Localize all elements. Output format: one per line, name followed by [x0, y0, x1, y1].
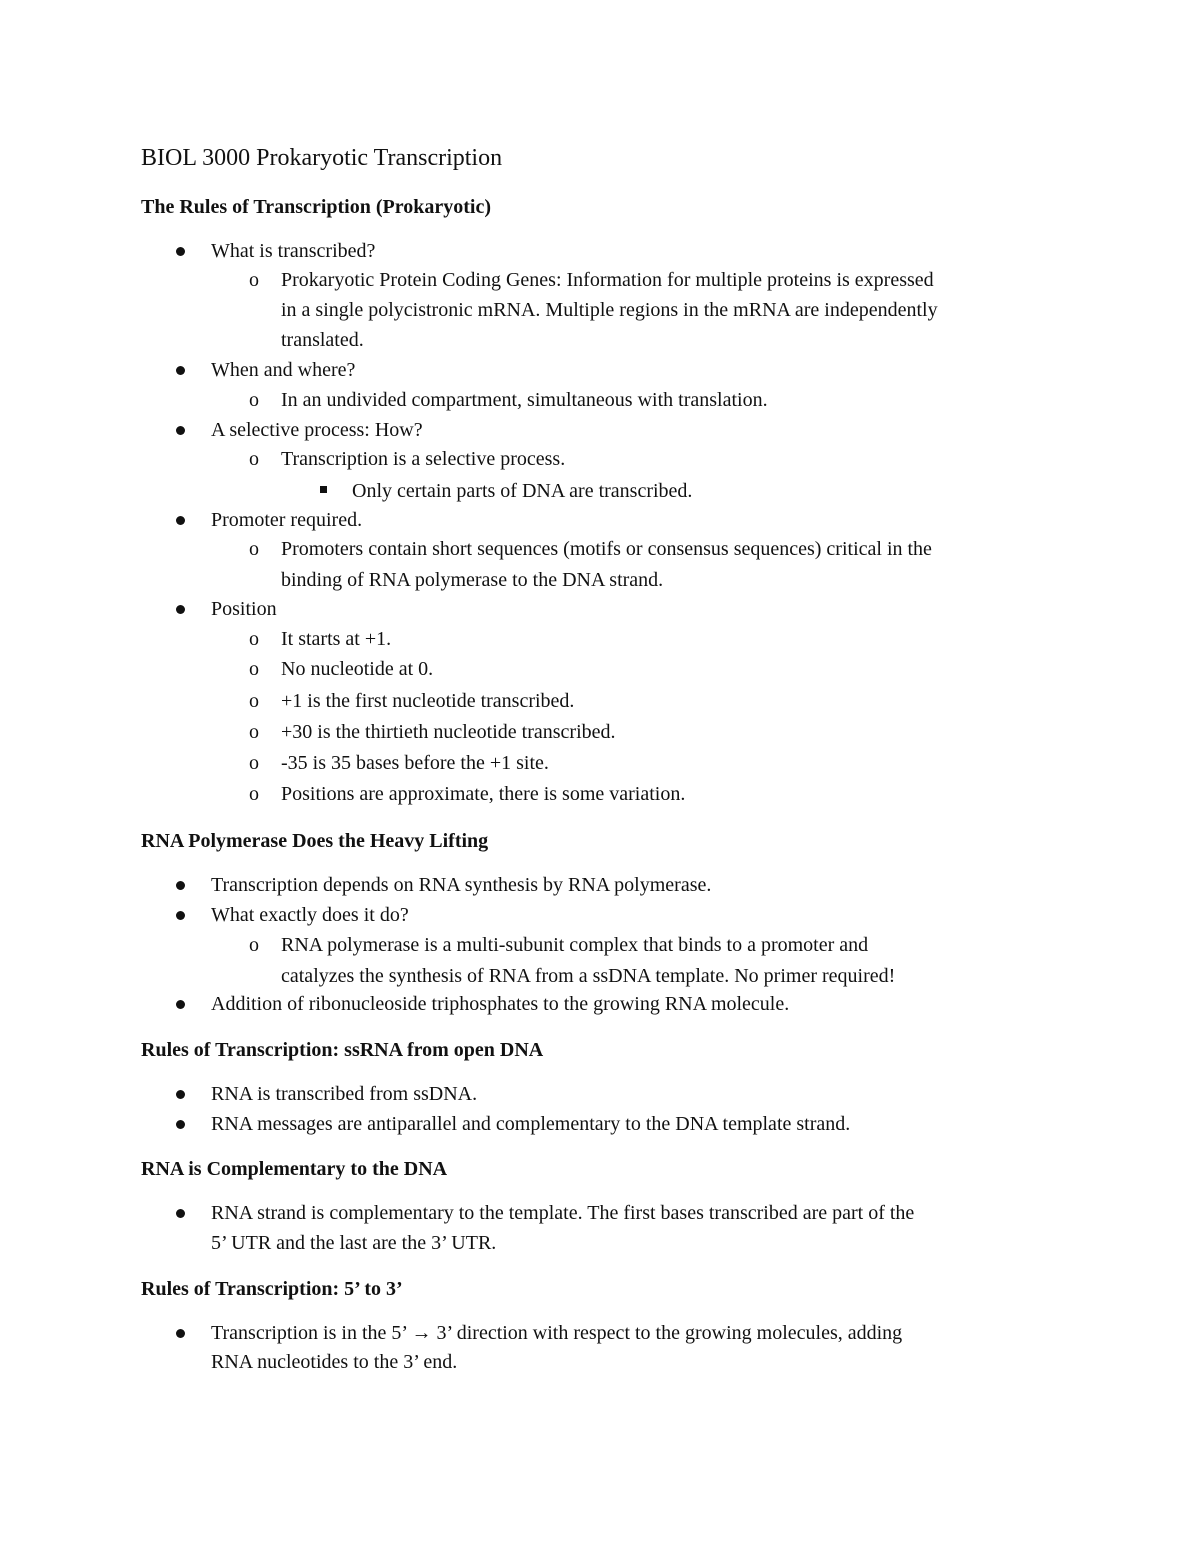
list-item: Position	[211, 598, 277, 620]
list-item-continuation: translated.	[281, 329, 364, 351]
list-item: Only certain parts of DNA are transcribed.	[352, 480, 693, 502]
list-item-text: 3’ direction with respect to the growing molecules, adding	[436, 1322, 903, 1344]
sub-bullet-icon: o	[249, 752, 259, 774]
section-heading-rules-of-transcription: The Rules of Transcription (Prokaryotic)	[141, 196, 491, 218]
bullet-icon	[176, 1209, 185, 1218]
section-heading-ssrna-from-open-dna: Rules of Transcription: ssRNA from open DNA	[141, 1039, 544, 1061]
sub-bullet-icon: o	[249, 628, 259, 650]
list-item-continuation: RNA nucleotides to the 3’ end.	[211, 1351, 458, 1373]
bullet-icon	[176, 1120, 185, 1129]
bullet-icon	[176, 605, 185, 614]
bullet-icon	[176, 1000, 185, 1009]
bullet-icon	[176, 247, 185, 256]
list-item: Prokaryotic Protein Coding Genes: Information for multiple proteins is expressed	[281, 269, 934, 291]
section-heading-rna-complementary: RNA is Complementary to the DNA	[141, 1158, 448, 1180]
list-item: It starts at +1.	[281, 628, 392, 650]
sub-bullet-icon: o	[249, 269, 259, 291]
list-item: RNA polymerase is a multi-subunit complex that binds to a promoter and	[281, 934, 869, 956]
list-item-continuation: in a single polycistronic mRNA. Multiple regions in the mRNA are independently	[281, 299, 938, 321]
list-item: RNA is transcribed from ssDNA.	[211, 1083, 478, 1105]
sub-bullet-icon: o	[249, 658, 259, 680]
list-item	[211, 1319, 902, 1347]
list-item: What exactly does it do?	[211, 904, 409, 926]
list-item: Positions are approximate, there is some variation.	[281, 783, 686, 805]
bullet-icon	[176, 426, 185, 435]
list-item: A selective process: How?	[211, 419, 423, 441]
list-item: Transcription depends on RNA synthesis by RNA polymerase.	[211, 874, 712, 896]
sub-bullet-icon: o	[249, 783, 259, 805]
right-arrow-icon: →	[411, 1322, 432, 1344]
list-item-text: Transcription is in the 5’	[211, 1322, 407, 1344]
section-heading-5-to-3: Rules of Transcription: 5’ to 3’	[141, 1278, 403, 1300]
bullet-icon	[176, 1329, 185, 1338]
list-item: Promoters contain short sequences (motifs or consensus sequences) critical in the	[281, 538, 932, 560]
sub-bullet-icon: o	[249, 538, 259, 560]
bullet-icon	[176, 1090, 185, 1099]
document-title: BIOL 3000 Prokaryotic Transcription	[141, 145, 503, 171]
list-item: -35 is 35 bases before the +1 site.	[281, 752, 549, 774]
sub-bullet-icon: o	[249, 389, 259, 411]
bullet-icon	[176, 366, 185, 375]
list-item: +30 is the thirtieth nucleotide transcribed.	[281, 721, 616, 743]
square-bullet-icon	[320, 486, 327, 493]
list-item: Transcription is a selective process.	[281, 448, 566, 470]
bullet-icon	[176, 911, 185, 920]
list-item: RNA messages are antiparallel and complementary to the DNA template strand.	[211, 1113, 851, 1135]
list-item-continuation: catalyzes the synthesis of RNA from a ssDNA template. No primer required!	[281, 965, 896, 987]
list-item-continuation: binding of RNA polymerase to the DNA strand.	[281, 569, 664, 591]
sub-bullet-icon: o	[249, 721, 259, 743]
section-heading-rna-polymerase: RNA Polymerase Does the Heavy Lifting	[141, 830, 489, 852]
list-item-continuation: 5’ UTR and the last are the 3’ UTR.	[211, 1232, 497, 1254]
sub-bullet-icon: o	[249, 448, 259, 470]
list-item: In an undivided compartment, simultaneous with translation.	[281, 389, 768, 411]
sub-bullet-icon: o	[249, 934, 259, 956]
list-item: Addition of ribonucleoside triphosphates to the growing RNA molecule.	[211, 993, 790, 1015]
sub-bullet-icon: o	[249, 690, 259, 712]
bullet-icon	[176, 516, 185, 525]
list-item: RNA strand is complementary to the template. The first bases transcribed are part of the	[211, 1202, 915, 1224]
list-item: No nucleotide at 0.	[281, 658, 434, 680]
list-item: What is transcribed?	[211, 240, 376, 262]
list-item: +1 is the first nucleotide transcribed.	[281, 690, 575, 712]
list-item: When and where?	[211, 359, 356, 381]
bullet-icon	[176, 881, 185, 890]
list-item: Promoter required.	[211, 509, 363, 531]
